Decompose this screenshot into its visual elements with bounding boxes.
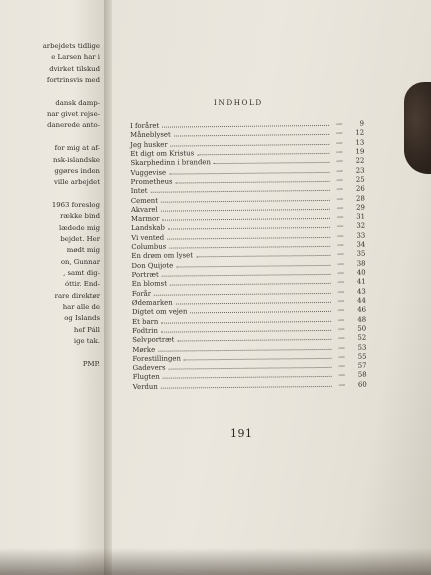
toc-separator: — — [337, 352, 345, 361]
left-page-text-line: fortrinsvis med — [46, 76, 100, 85]
toc-entry-title: Ødemarken — [131, 298, 173, 307]
toc-leader-dots — [196, 250, 330, 257]
toc-entry-title: Et barn — [132, 317, 159, 326]
toc-leader-dots — [214, 157, 330, 164]
toc-separator: — — [335, 138, 343, 147]
left-page-text-line: nsk-islandske — [52, 155, 100, 164]
toc-leader-dots — [161, 315, 331, 323]
toc-separator: — — [338, 380, 346, 389]
toc-separator: — — [335, 147, 343, 156]
bottom-shadow — [0, 548, 431, 575]
left-page-text-line: on, Gunnar — [60, 257, 100, 266]
toc-leader-dots — [161, 194, 330, 202]
toc-leader-dots — [161, 381, 332, 389]
toc-entry-page: 13 — [355, 138, 365, 147]
left-page-text-line: PMP. — [82, 359, 100, 368]
toc-entry-title: Skarphedinn i branden — [130, 158, 211, 168]
toc-leader-dots — [177, 334, 331, 342]
toc-entry-page: 46 — [357, 305, 367, 314]
toc-entry-page: 25 — [355, 175, 365, 184]
toc-separator: — — [337, 333, 345, 343]
toc-leader-dots — [158, 343, 331, 351]
left-facing-page — [0, 0, 104, 575]
toc-entry-title: Akvarel — [130, 205, 158, 214]
toc-entry-page: 33 — [356, 231, 366, 240]
left-page-text-line: bejdet. Her — [60, 234, 100, 243]
left-page-text-line: hef Páll — [73, 325, 100, 334]
page-number: 191 — [230, 427, 253, 440]
toc-entry-title: I foråret — [130, 121, 160, 130]
toc-entry-page: 9 — [359, 119, 365, 128]
toc-leader-dots — [162, 120, 329, 128]
toc-entry-page: 55 — [357, 352, 367, 361]
left-page-text-line: dansk damp- — [55, 98, 100, 107]
toc-entry-page: 60 — [357, 380, 367, 389]
toc-entry-title: En drøm om lyset — [131, 251, 194, 261]
toc-leader-dots — [167, 232, 330, 240]
left-page-text-line: ige tak. — [73, 337, 100, 346]
toc-entry-page: 32 — [356, 221, 366, 231]
toc-separator: — — [336, 231, 344, 240]
toc-separator: — — [336, 184, 344, 194]
toc-separator: — — [338, 371, 346, 380]
left-page-text-line: e Larsen har i — [51, 53, 100, 62]
toc-entry-title: Vi vented — [131, 233, 165, 242]
toc-separator: — — [336, 175, 344, 184]
toc-entry-title: Landskab — [131, 224, 165, 233]
left-page-text-line: og Islands — [64, 314, 100, 323]
toc-entry-page: 35 — [356, 249, 366, 259]
finger-holding-page — [404, 82, 431, 174]
toc-entry-title: Et digt om Kristus — [130, 149, 195, 158]
toc-separator: — — [336, 194, 344, 203]
left-page-text-line: ville arbejdet — [53, 178, 100, 187]
toc-leader-dots — [176, 176, 330, 184]
toc-entry-page: 28 — [355, 194, 365, 203]
left-page-text-line: lædede mig — [59, 223, 100, 232]
toc-entry-title: En blomst — [131, 279, 168, 289]
toc-separator: — — [336, 166, 343, 175]
toc-entry-page: 57 — [357, 361, 367, 370]
toc-leader-dots — [171, 139, 330, 147]
toc-entry-page: 50 — [357, 324, 367, 333]
toc-entry-title: Forestillingen — [132, 354, 181, 363]
toc-entry-title: Forår — [131, 289, 152, 298]
toc-leader-dots — [163, 371, 332, 379]
toc-entry-page: 43 — [356, 287, 366, 296]
toc-entry-page: 53 — [357, 343, 367, 352]
toc-leader-dots — [176, 260, 330, 268]
toc-entry-title: Digtet om vejen — [131, 307, 188, 317]
toc-entry-title: Intet — [130, 187, 148, 196]
toc-entry-page: 44 — [357, 296, 366, 305]
toc-separator: — — [336, 240, 344, 249]
toc-leader-dots — [161, 325, 331, 333]
toc-leader-dots — [197, 148, 329, 155]
toc-leader-dots — [161, 204, 330, 212]
toc-entry-title: Fodtrin — [132, 326, 158, 335]
toc-separator: — — [335, 129, 343, 138]
toc-leader-dots — [168, 222, 330, 230]
toc-separator: — — [338, 361, 346, 370]
left-page-text-line: har alle de — [62, 303, 100, 312]
left-page-text-line: række bind — [60, 212, 100, 221]
toc-separator: — — [335, 119, 343, 128]
toc-separator: — — [337, 268, 345, 277]
toc-leader-dots — [190, 306, 331, 313]
left-page-text-line: for mig at af- — [54, 144, 100, 153]
toc-leader-dots — [176, 297, 331, 305]
toc-title: INDHOLD — [214, 98, 263, 107]
toc-separator: — — [336, 222, 344, 231]
toc-entry-page: 34 — [356, 240, 366, 249]
left-page-text-line: rare direktør — [54, 291, 100, 300]
toc-leader-dots — [162, 213, 330, 221]
left-page-text-line: óttir. End- — [64, 280, 100, 289]
toc-leader-dots — [170, 278, 331, 286]
toc-entry-title: Mørke — [132, 345, 156, 354]
left-page-text-line: mødt mig — [66, 246, 100, 255]
toc-separator: — — [337, 278, 345, 287]
toc-leader-dots — [169, 166, 329, 174]
toc-entry-page: 52 — [357, 333, 367, 342]
toc-entry-title: Cement — [130, 196, 159, 205]
toc-separator: — — [337, 306, 345, 315]
toc-entry-title: Måneblyset — [130, 130, 171, 140]
toc-entry-page: 41 — [356, 277, 366, 286]
toc-separator: — — [336, 203, 344, 212]
toc-separator: — — [337, 315, 345, 324]
left-page-text-line: nar givet rejse- — [46, 110, 100, 119]
left-page-text-line: 1963 foreslog — [51, 200, 100, 209]
toc-leader-dots — [154, 288, 331, 296]
left-page-text-line: ggøres inden — [54, 166, 100, 175]
toc-entry-page: 48 — [357, 315, 367, 324]
toc-entry-title: Columbus — [131, 242, 167, 252]
toc-separator: — — [335, 157, 343, 166]
toc-entry-page: 22 — [355, 156, 365, 165]
toc-entry-title: Gadevers — [132, 363, 166, 373]
left-page-text-line: , samt dig- — [63, 269, 100, 277]
toc-entry-page: 19 — [355, 147, 365, 156]
toc-leader-dots — [168, 362, 331, 370]
table-of-contents — [130, 120, 367, 392]
toc-entry-page: 12 — [355, 128, 365, 137]
toc-entry-title: Vuggevise — [130, 168, 167, 177]
toc-separator: — — [337, 287, 345, 296]
toc-leader-dots — [169, 241, 330, 249]
toc-entry-title: Marmor — [130, 214, 160, 224]
left-page-text-line: dvirket tilskud — [49, 64, 100, 73]
toc-entry-title: Portræt — [131, 270, 159, 279]
toc-entry-title: Jeg husker — [130, 140, 168, 149]
toc-leader-dots — [150, 185, 329, 193]
toc-entry-page: 31 — [356, 212, 366, 221]
toc-separator: — — [337, 343, 345, 352]
toc-entry-title: Don Quijote — [131, 261, 174, 270]
toc-entry-page: 58 — [357, 370, 367, 380]
toc-separator: — — [336, 212, 344, 221]
toc-leader-dots — [162, 269, 331, 277]
toc-separator: — — [336, 250, 344, 259]
left-page-text-line: danerede anto- — [47, 121, 100, 130]
toc-entry-title: Flugten — [132, 373, 160, 382]
toc-entry-title: Verdun — [132, 382, 158, 391]
toc-entry-title: Prometheus — [130, 177, 173, 186]
toc-separator: — — [337, 296, 345, 305]
toc-entry-page: 29 — [356, 203, 365, 212]
toc-separator: — — [337, 324, 345, 333]
toc-entry-page: 23 — [355, 166, 365, 175]
left-page-text-line: arbejdets tidlige — [42, 42, 100, 50]
toc-leader-dots — [184, 353, 332, 361]
toc-entry-page: 26 — [355, 184, 365, 193]
toc-leader-dots — [174, 129, 329, 137]
toc-entry-page: 38 — [356, 259, 366, 268]
toc-entry-page: 40 — [356, 268, 366, 277]
toc-separator: — — [336, 259, 344, 268]
toc-entry-title: Selvportræt — [132, 335, 175, 345]
